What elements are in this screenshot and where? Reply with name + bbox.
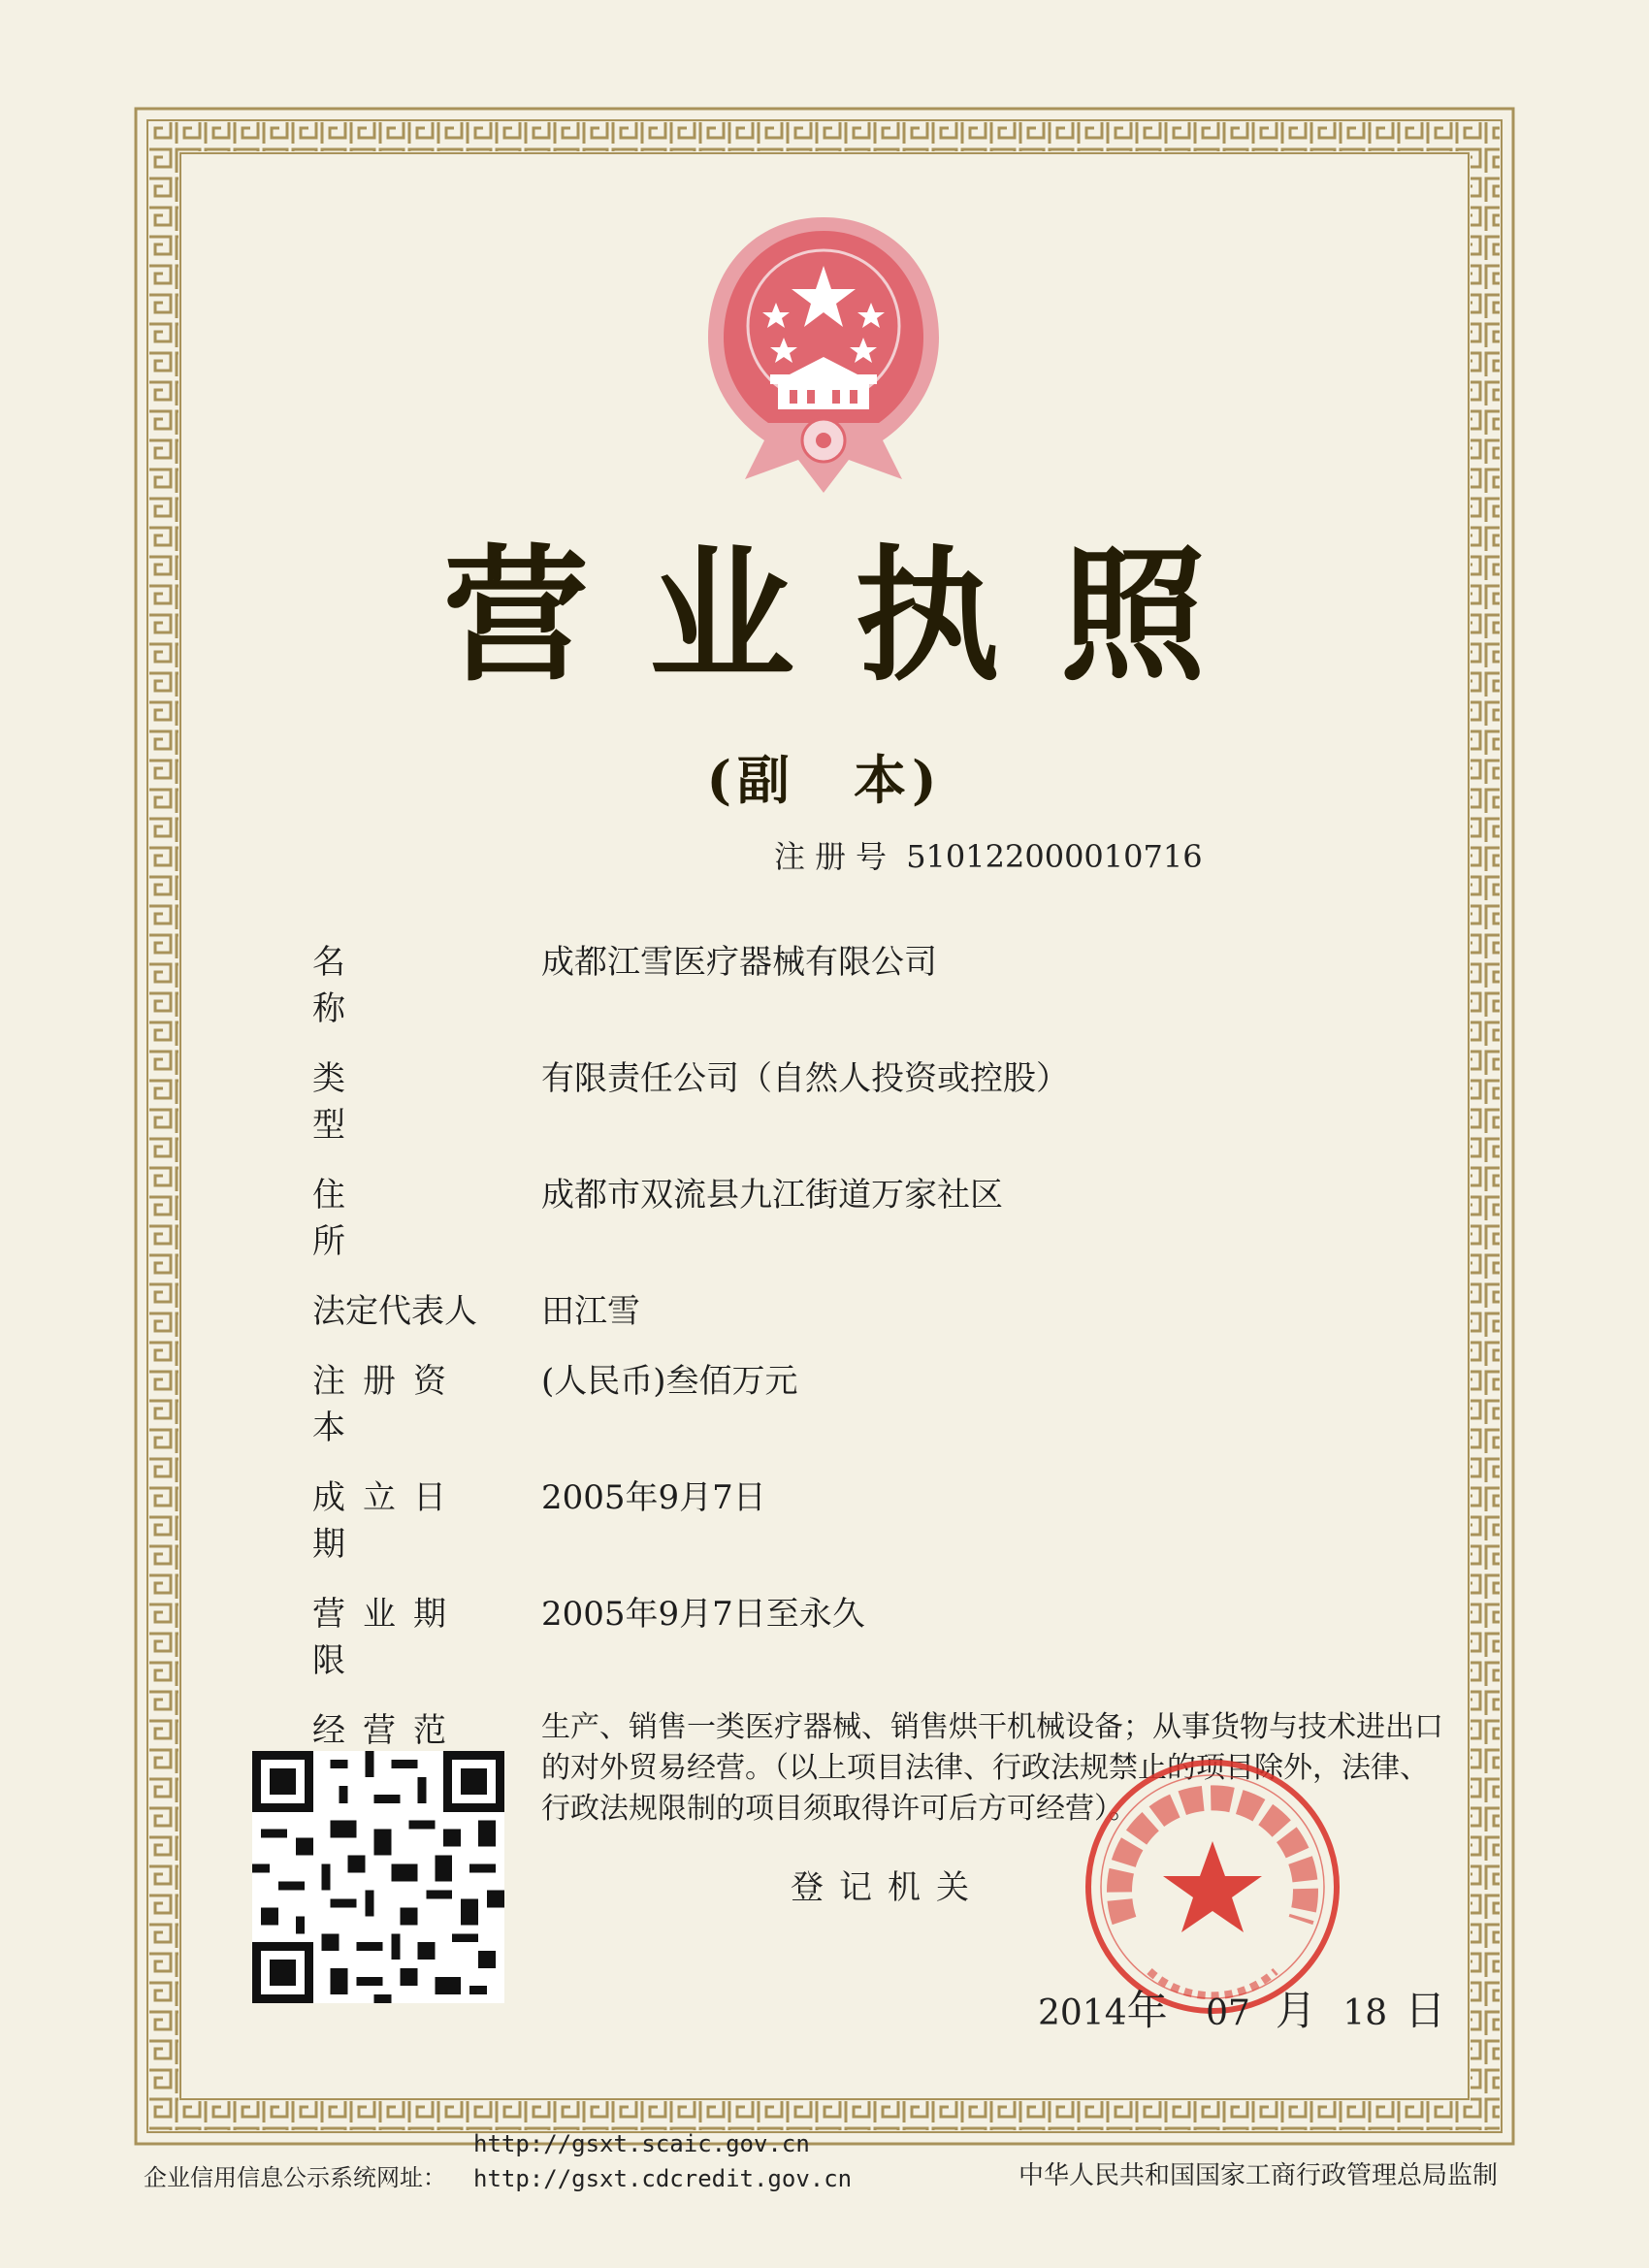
field-label-text: 注册资本 <box>312 1362 464 1447</box>
issue-day: 18 <box>1342 1993 1388 2033</box>
field-value: 生产、销售一类医疗器械、销售烘干机械设备；从事货物与技术进出口的对外贸易经营。（以上项目法律、行政法规禁止的项目除外，法律、行政法规限制的项目须取得许可后方可经营）。 <box>541 1710 1443 1826</box>
issue-month: 07 <box>1206 1993 1250 2033</box>
field-label-text: 成立日期 <box>312 1478 464 1564</box>
field-label <box>312 1172 506 1265</box>
issue-year: 2014 <box>1038 1993 1127 2033</box>
field-value: (人民币)叁佰万元 <box>541 1362 798 1401</box>
field-term-row <box>312 1591 1447 1684</box>
field-value: 有限责任公司（自然人投资或控股） <box>541 1059 1069 1098</box>
field-legal-rep-row <box>312 1288 1447 1335</box>
field-type-row <box>312 1055 1447 1149</box>
field-label-text: 经营范 <box>312 1711 464 1750</box>
field-label <box>312 1288 506 1335</box>
footer-url-link[interactable]: http://gsxt.cdcredit.gov.cn <box>473 2165 853 2192</box>
field-label <box>312 939 506 1032</box>
year-char: 年 <box>1126 1987 1168 2034</box>
field-label-text: 住所 <box>312 1176 448 1261</box>
field-label <box>312 1474 506 1568</box>
footer-system-label: 企业信用信息公示系统网址： <box>144 2164 446 2191</box>
field-capital-row <box>312 1358 1447 1451</box>
qr-code-icon[interactable] <box>252 1751 504 2003</box>
field-label-text: 营业期限 <box>312 1595 464 1680</box>
issue-date <box>1038 1979 1445 2037</box>
footer-url-link[interactable]: http://gsxt.scaic.gov.cn <box>473 2130 810 2157</box>
field-address-row <box>312 1172 1447 1265</box>
field-label-text: 法定代表人 <box>312 1292 477 1331</box>
field-value: 2005年9月7日 <box>541 1478 766 1517</box>
field-value: 2005年9月7日至永久 <box>541 1595 865 1634</box>
registration-label: 注册号 <box>774 838 897 875</box>
field-label-text: 类型 <box>312 1059 448 1145</box>
month-char: 月 <box>1275 1987 1316 2034</box>
national-emblem-icon <box>696 211 951 495</box>
field-value: 成都江雪医疗器械有限公司 <box>541 943 937 982</box>
field-label <box>312 1591 506 1684</box>
field-value: 田江雪 <box>541 1292 640 1331</box>
registration-number-value: 510122000010716 <box>906 838 1203 875</box>
field-label-text: 名称 <box>312 943 448 1028</box>
registration-number <box>774 832 1203 877</box>
footer-urls <box>473 2126 852 2196</box>
page-title: 营业执照 <box>442 531 1266 701</box>
day-char: 日 <box>1405 1987 1446 2034</box>
field-value: 成都市双流县九江街道万家社区 <box>541 1176 1003 1215</box>
field-label <box>312 1055 506 1149</box>
license-fields <box>312 939 1447 1853</box>
registration-authority-label: 登记机关 <box>791 1868 985 1907</box>
field-name-row <box>312 939 1447 1032</box>
field-label <box>312 1358 506 1451</box>
field-established-row <box>312 1474 1447 1568</box>
footer-supervisor: 中华人民共和国国家工商行政管理总局监制 <box>1018 2161 1499 2190</box>
copy-subtitle: (副 本) <box>706 749 943 811</box>
